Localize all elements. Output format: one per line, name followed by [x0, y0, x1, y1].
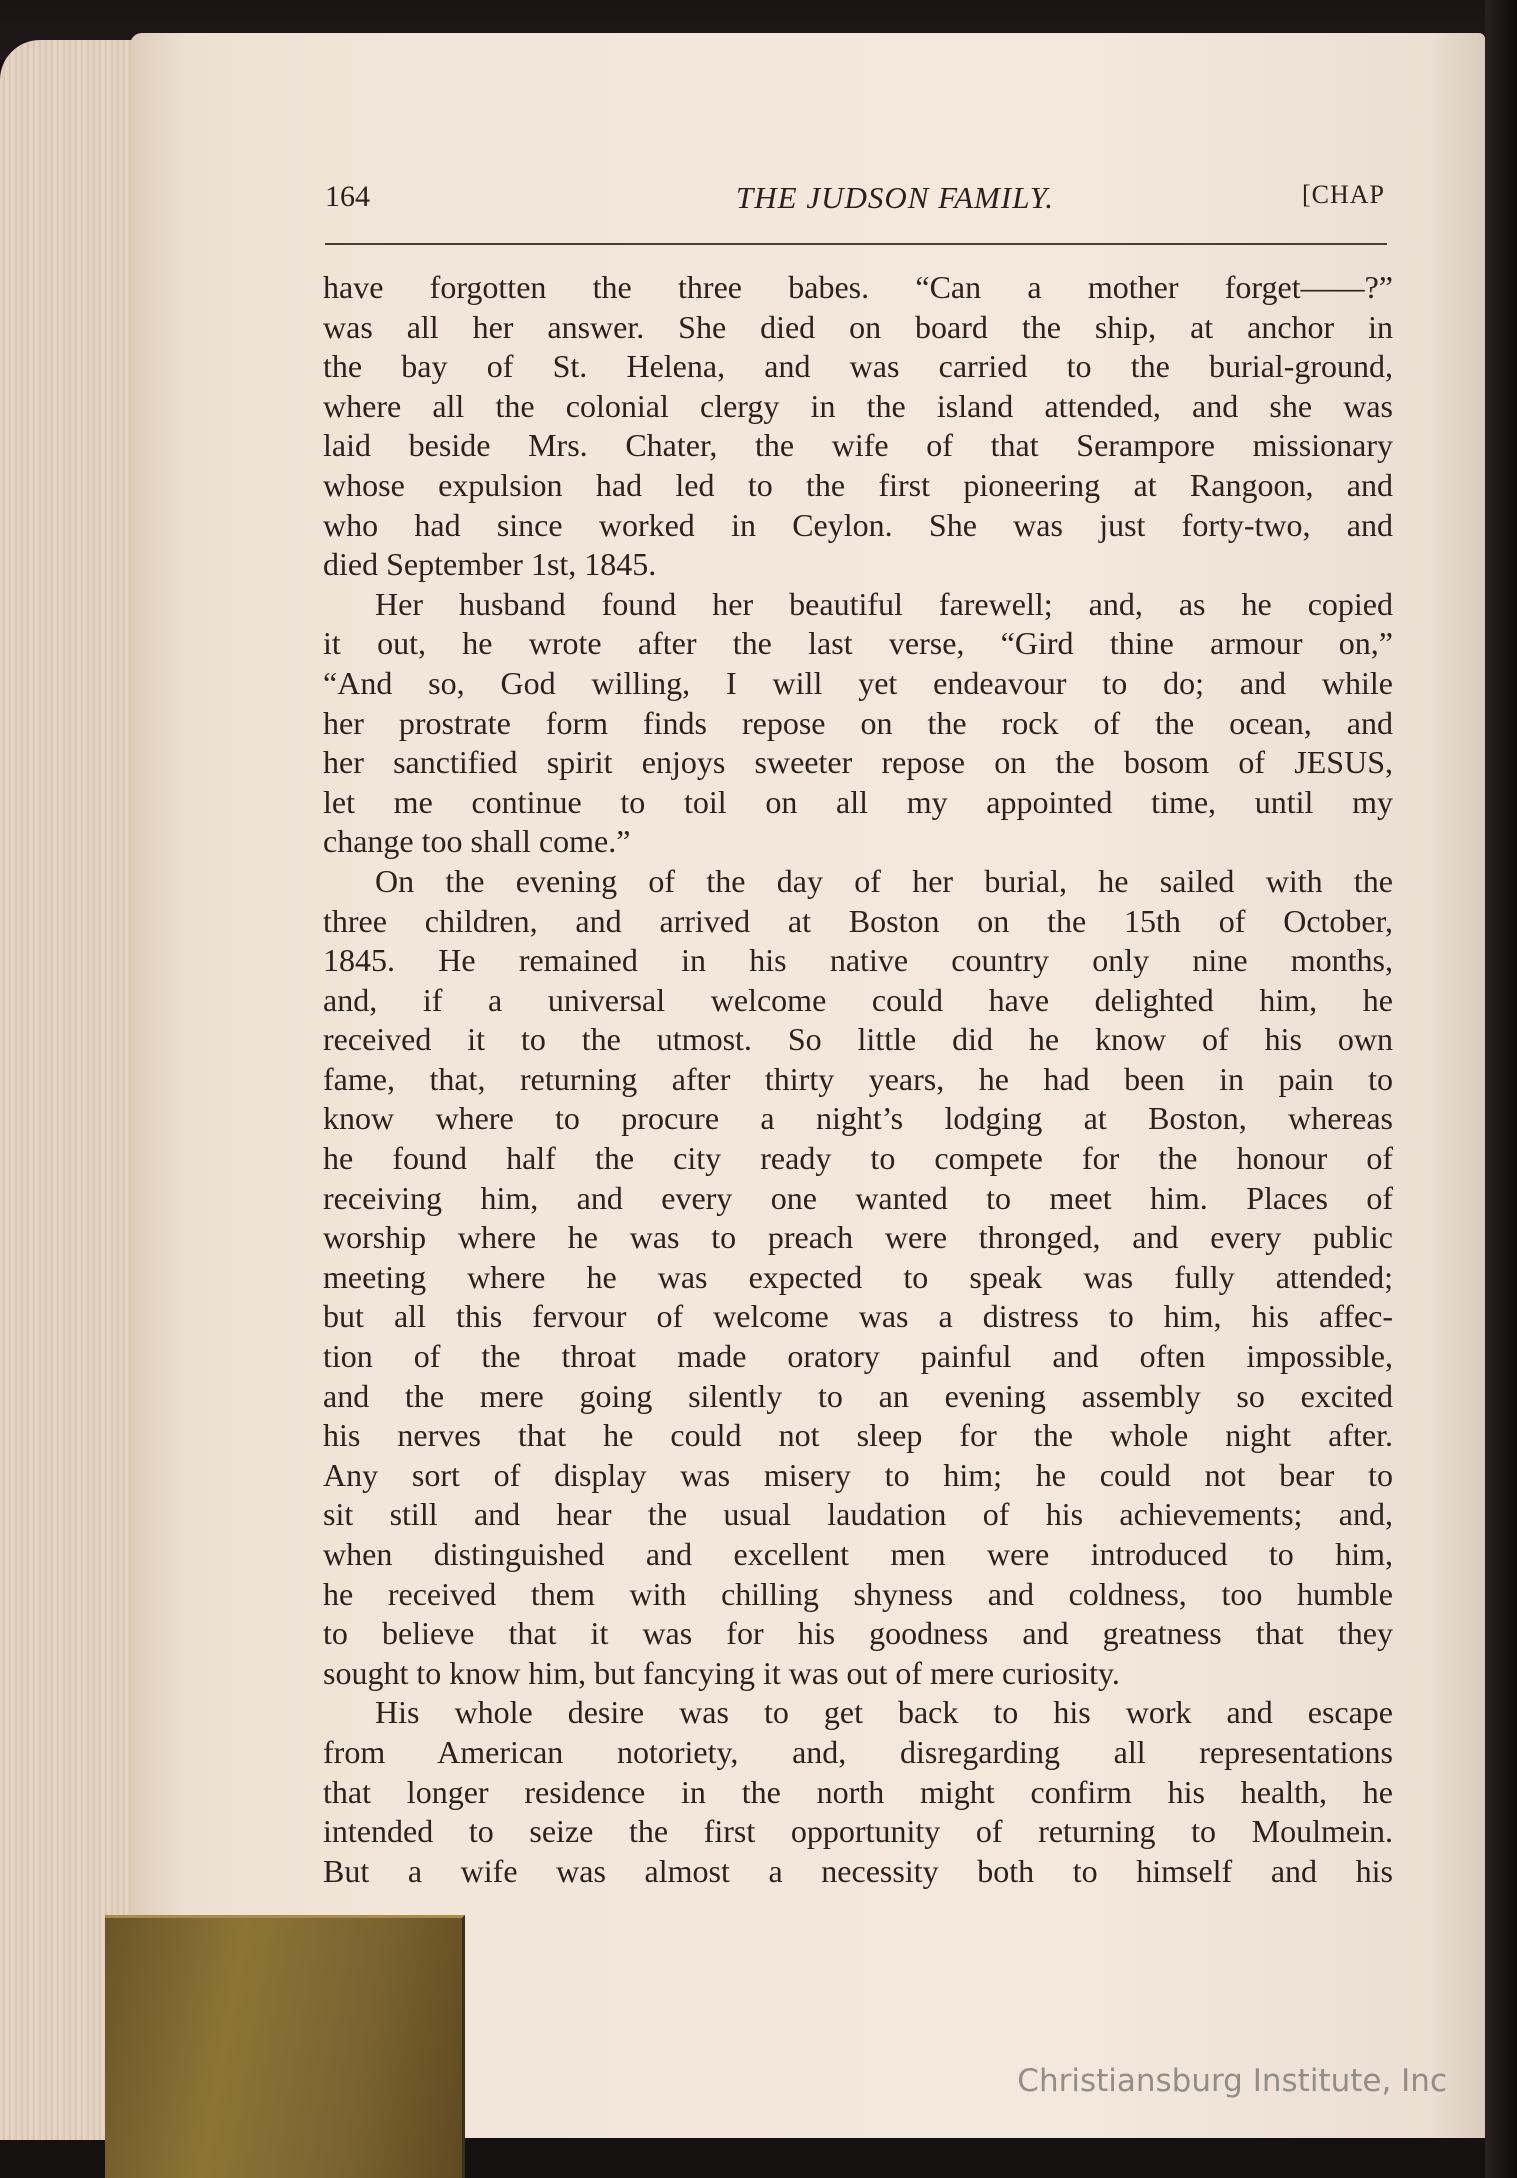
- text-line: when distinguished and excellent men were introduced to him,: [323, 1536, 1393, 1572]
- text-line: On the evening of the day of her burial, he sailed with the: [375, 862, 1393, 899]
- text-line: and the mere going silently to an evening assembly so excited: [323, 1377, 1393, 1414]
- running-head: [325, 180, 1385, 220]
- text-line: sit still and hear the usual laudation of his achievements; and,: [323, 1496, 1393, 1533]
- text-line: whose expulsion had led to the first pioneering at Rangoon, and: [323, 466, 1393, 503]
- text-line: meeting where he was expected to speak was fully attended;: [323, 1258, 1393, 1295]
- text-line: that longer residence in the north might confirm his health, he: [323, 1773, 1393, 1810]
- text-line: and, if a universal welcome could have delighted him, he: [323, 981, 1393, 1018]
- text-line: sought to know him, but fancying it was out of mere curiosity.: [323, 1654, 1120, 1691]
- text-line: his nerves that he could not sleep for the whole night after.: [323, 1417, 1393, 1454]
- text-line: intended to seize the first opportunity of returning to Moulmein.: [323, 1813, 1393, 1850]
- brass-book-support: [105, 1915, 465, 2178]
- text-line: her sanctified spirit enjoys sweeter repose on the bosom of JESUS,: [323, 744, 1393, 781]
- text-line: tion of the throat made oratory painful and often impossible,: [323, 1338, 1393, 1375]
- text-line: 1845. He remained in his native country only nine months,: [323, 942, 1393, 979]
- text-line: Her husband found her beautiful farewell; and, as he copied: [375, 585, 1393, 622]
- text-line: His whole desire was to get back to his work and escape: [375, 1694, 1393, 1731]
- text-line: but all this fervour of welcome was a distress to him, his affec-: [323, 1298, 1393, 1335]
- text-line: know where to procure a night’s lodging at Boston, whereas: [323, 1100, 1393, 1137]
- text-line: where all the colonial clergy in the island attended, and she was: [323, 387, 1393, 424]
- watermark: Christiansburg Institute, Inc: [1017, 2063, 1447, 2099]
- text-line: to believe that it was for his goodness and greatness that they: [323, 1615, 1393, 1652]
- text-line: worship where he was to preach were thronged, and every public: [323, 1219, 1393, 1256]
- running-title: THE JUDSON FAMILY.: [736, 180, 1054, 215]
- text-line: fame, that, returning after thirty years, he had been in pain to: [323, 1060, 1393, 1097]
- page-number: 164: [325, 180, 370, 213]
- text-line: was all her answer. She died on board the ship, at anchor in: [323, 308, 1393, 345]
- chapter-marker: [CHAP: [1301, 180, 1385, 209]
- header-rule: [325, 243, 1387, 245]
- text-line: Any sort of display was misery to him; he could not bear to: [323, 1456, 1393, 1493]
- paragraph-4: [323, 1693, 1393, 1891]
- text-line: “And so, God willing, I will yet endeavour to do; and while: [323, 664, 1393, 701]
- text-line: it out, he wrote after the last verse, “Gird thine armour on,”: [323, 625, 1393, 662]
- text-line: have forgotten the three babes. “Can a mother forget——?”: [323, 269, 1393, 305]
- page-body: [323, 268, 1393, 1891]
- text-line: But a wife was almost a necessity both to himself and his: [323, 1852, 1393, 1889]
- text-line: from American notoriety, and, disregarding all representations: [323, 1733, 1393, 1770]
- paragraph-2: [323, 585, 1393, 862]
- text-line: he received them with chilling shyness and coldness, too humble: [323, 1575, 1393, 1612]
- text-line: he found half the city ready to compete for the honour of: [323, 1140, 1393, 1177]
- text-line: change too shall come.”: [323, 823, 631, 860]
- paragraph-3: [323, 862, 1393, 1693]
- text-line: receiving him, and every one wanted to meet him. Places of: [323, 1179, 1393, 1216]
- text-line: who had since worked in Ceylon. She was just forty-two, and: [323, 506, 1393, 543]
- paragraph-1: [323, 268, 1393, 585]
- text-line: her prostrate form finds repose on the rock of the ocean, and: [323, 704, 1393, 741]
- text-line: received it to the utmost. So little did he know of his own: [323, 1021, 1393, 1058]
- text-line: three children, and arrived at Boston on the 15th of October,: [323, 902, 1393, 939]
- binding-shadow: [1485, 0, 1517, 2178]
- text-line: died September 1st, 1845.: [323, 546, 657, 583]
- text-line: let me continue to toil on all my appointed time, until my: [323, 783, 1393, 820]
- text-line: the bay of St. Helena, and was carried to the burial-ground,: [323, 348, 1393, 385]
- text-line: laid beside Mrs. Chater, the wife of that Serampore missionary: [323, 427, 1393, 464]
